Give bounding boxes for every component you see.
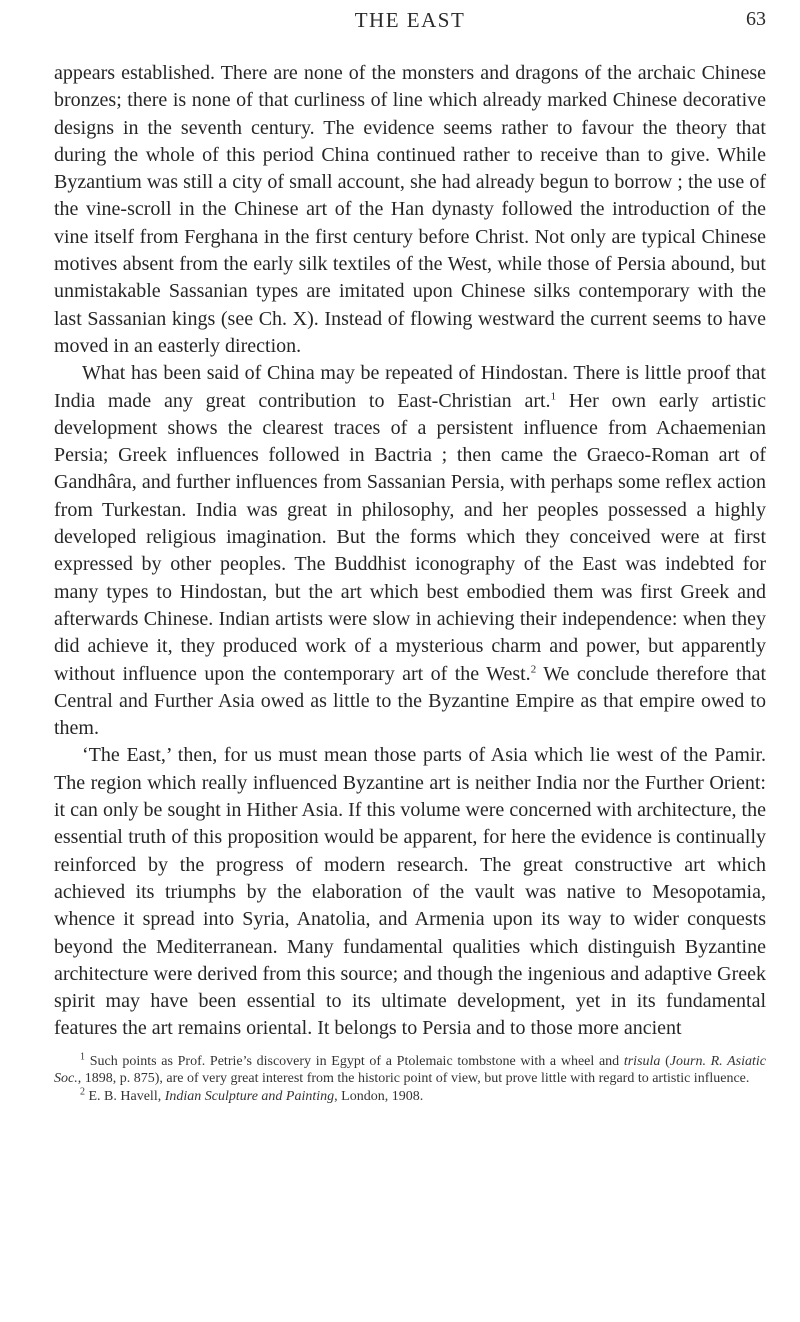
footnote-marker: 1	[80, 1051, 85, 1063]
footnote-marker: 2	[80, 1085, 85, 1097]
footnote-reference[interactable]: 2	[530, 662, 537, 675]
paragraph-text: Her own early artistic development shows the clearest traces of a persistent influence from Achaemenian Persia; Greek influences followed in Bactria ; then came the Graeco-Roman art of Gandhâra, and further influences from Sassanian Persia, with perhaps some reflex action from Turkestan. India was great in philosophy, and her peoples possessed a highly developed religious imagination. But the forms which they conceived were at first expressed by other peoples. The Buddhist iconography of the East was indebted for many types to Hindostan, but the art which best embodied them was first Greek and afterwards Chinese. Indian artists were slow in achieving their independence: when they did achieve it, they produced work of a mysterious charm and power, but apparently without influence upon the contemporary art of the West.	[54, 389, 767, 685]
paragraph	[54, 360, 766, 742]
paragraph-text: What has been said of China may be repeated of Hindostan. There is little proof that India made any great contribution to East-Christian art.	[54, 362, 766, 412]
body-text	[54, 60, 766, 1043]
footnote-text: , 1898, p. 875), are of very great interest from the historic point of view, but prove little with regard to artistic influence.	[77, 1071, 750, 1087]
paragraph-text: appears established. There are none of the monsters and dragons of the archaic Chinese bronzes; there is none of that curliness of line which already marked Chinese decorative designs in the seventh century. The evidence seems rather to favour the theory that during the whole of this period China continued rather to receive than to give. While Byzantium was still a city of small account, she had already begun to borrow ; the use of the vine-scroll in the Chinese art of the Han dynasty followed the introduction of the vine itself from Ferghana in the first century before Christ. Not only are typical Chinese motives absent from the early silk textiles of the West, while those of Persia abound, but unmistakable Sassanian types are imitated upon Chinese silks contemporary with the last Sassanian kings (see Ch. X). Instead of flowing westward the current seems to have moved in an easterly direction.	[54, 62, 766, 357]
footnotes	[54, 1053, 766, 1105]
page-number: 63	[746, 8, 766, 30]
paragraph	[54, 60, 766, 360]
paragraph-text: ‘The East,’ then, for us must mean those parts of Asia which lie west of the Pamir. The region which really influenced Byzantine art is neither India nor the Further Orient: it can only be sought in Hither Asia. If this volume were concerned with architecture, the essential truth of this proposition would be apparent, for here the evidence is continually reinforced by the progress of modern research. The great constructive art which achieved its triumphs by the elaboration of the vault was native to Mesopotamia, whence it spread into Syria, Anatolia, and Armenia upon its way to wider conquests beyond the Mediterranean. Many fundamental qualities which distinguish Byzantine architecture were derived from this source; and though the ingenious and adaptive Greek spirit may have been essential to its ultimate development, yet in its fundamental features the art remains oriental. It belongs to Persia and to those more ancient	[54, 744, 766, 1040]
footnote-italic: Journ. R. Asiatic Soc.	[54, 1053, 766, 1087]
footnote-text: E. B. Havell,	[88, 1088, 165, 1104]
footnote-text: , London, 1908.	[334, 1088, 424, 1104]
footnote-text: (	[660, 1053, 670, 1069]
running-title: THE EAST	[354, 8, 466, 32]
paragraph-text: We conclude therefore that Central and Further Asia owed as little to the Byzantine Empire as that empire owed to them.	[54, 662, 766, 740]
running-head	[54, 0, 766, 60]
footnote-italic: Indian Sculpture and Painting	[164, 1088, 335, 1104]
footnote	[54, 1053, 766, 1088]
footnote	[54, 1085, 766, 1105]
footnote-text: Such points as Prof. Petrie’s discovery in Egypt of a Ptolemaic tombstone with a wheel and	[89, 1053, 624, 1069]
paragraph	[54, 742, 766, 1042]
footnote-reference[interactable]: 1	[550, 389, 557, 402]
book-page	[54, 0, 766, 1322]
footnote-italic: trisula	[623, 1053, 661, 1069]
